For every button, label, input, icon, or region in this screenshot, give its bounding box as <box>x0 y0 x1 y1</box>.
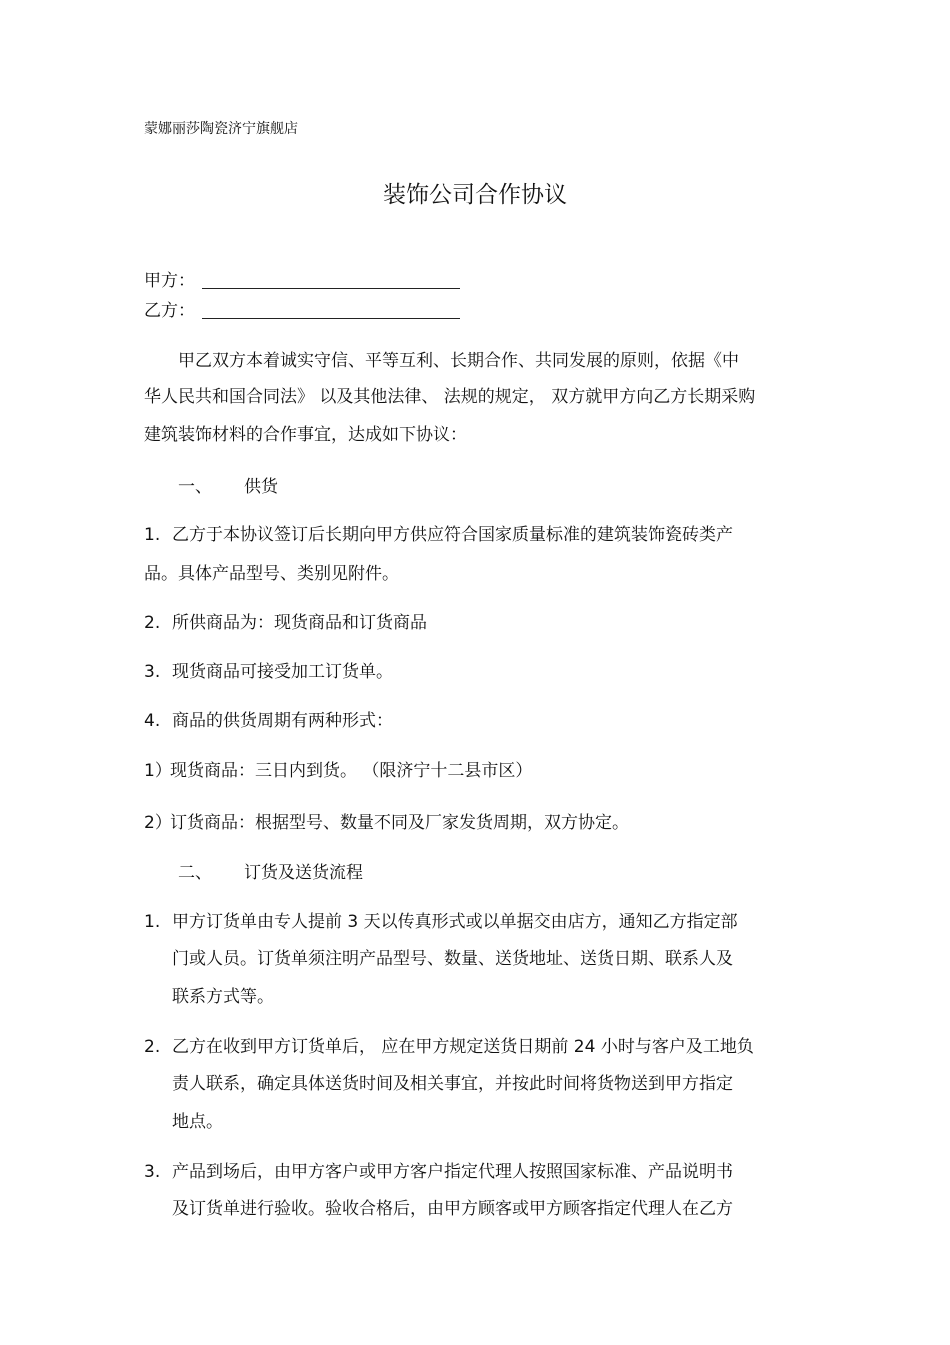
item-text: 订货商品：根据型号、数量不同及厂家发货周期，双方协定。 <box>170 813 629 833</box>
item-text: 乙方于本协议签订后长期向甲方供应符合国家质量标准的建筑装饰瓷砖类产 <box>172 525 733 545</box>
item-text: 及订货单进行验收。验收合格后，由甲方顾客或甲方顾客指定代理人在乙方 <box>172 1199 733 1219</box>
store-header: 蒙娜丽莎陶瓷济宁旗舰店 <box>144 121 298 137</box>
item-text: 责人联系，确定具体送货时间及相关事宜，并按此时间将货物送到甲方指定 <box>172 1074 733 1094</box>
party-b-blank <box>202 318 460 319</box>
item-text: 现货商品：三日内到货。 （限济宁十二县市区） <box>170 761 533 781</box>
party-a-blank <box>202 288 460 289</box>
item-number: 2. <box>144 1037 161 1057</box>
item-number: 2. <box>144 613 161 633</box>
intro-line: 甲乙双方本着诚实守信、平等互利、长期合作、共同发展的原则，依据《中 <box>178 351 739 371</box>
intro-line: 华人民共和国合同法》 以及其他法律、 法规的规定， 双方就甲方向乙方长期采购 <box>144 387 756 407</box>
document-title: 装饰公司合作协议 <box>383 182 567 208</box>
item-number: 4. <box>144 711 161 731</box>
item-text: 门或人员。订货单须注明产品型号、数量、送货地址、送货日期、联系人及 <box>172 949 733 969</box>
item-text: 甲方订货单由专人提前 3 天以传真形式或以单据交由店方，通知乙方指定部 <box>172 912 738 932</box>
item-number: 3. <box>144 1162 161 1182</box>
item-number: 1. <box>144 525 161 545</box>
item-text: 品。具体产品型号、类别见附件。 <box>144 564 399 584</box>
item-number: 2） <box>144 813 172 833</box>
item-number: 3. <box>144 662 161 682</box>
intro-line: 建筑装饰材料的合作事宜，达成如下协议： <box>144 425 467 445</box>
item-text: 商品的供货周期有两种形式： <box>172 711 393 731</box>
item-number: 1. <box>144 912 161 932</box>
item-text: 乙方在收到甲方订货单后， 应在甲方规定送货日期前 24 小时与客户及工地负 <box>172 1037 754 1057</box>
item-text: 联系方式等。 <box>172 987 274 1007</box>
item-text: 所供商品为：现货商品和订货商品 <box>172 613 427 633</box>
item-text: 现货商品可接受加工订货单。 <box>172 662 393 682</box>
item-number: 1） <box>144 761 172 781</box>
section-title: 供货 <box>244 477 278 497</box>
section-title: 订货及送货流程 <box>244 863 363 883</box>
party-b-label: 乙方： <box>144 301 195 321</box>
item-text: 地点。 <box>172 1112 223 1132</box>
party-a-label: 甲方： <box>144 271 195 291</box>
section-number: 二、 <box>178 863 212 883</box>
item-text: 产品到场后，由甲方客户或甲方客户指定代理人按照国家标准、产品说明书 <box>172 1162 733 1182</box>
section-number: 一、 <box>178 477 212 497</box>
